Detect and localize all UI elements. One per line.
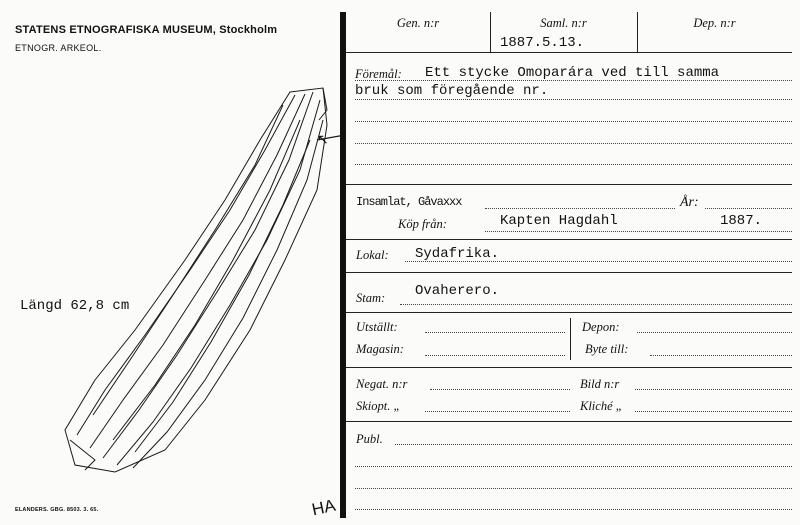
dotted-line (355, 99, 792, 100)
skiopt-label: Skiopt. „ (356, 399, 401, 413)
wooden-stick-drawing (55, 80, 345, 480)
section-divider (346, 184, 792, 185)
dotted-line (635, 389, 792, 390)
section-divider (346, 367, 792, 368)
dotted-line (485, 231, 792, 232)
saml-nr-value: 1887.5.13. (500, 35, 585, 51)
dotted-line (635, 411, 792, 412)
foremal-label: Föremål: (355, 67, 402, 81)
handwritten-initials: HA (310, 495, 338, 520)
kop-fran-value: Kapten Hagdahl (500, 213, 618, 229)
department-label: ETNOGR. ARKEOL. (15, 43, 102, 53)
dotted-line (355, 488, 792, 489)
card-divider (340, 12, 346, 518)
stam-label: Stam: (356, 291, 386, 305)
negat-nr-label: Negat. n:r (356, 377, 408, 391)
kop-fran-year: 1887. (720, 213, 763, 229)
gen-nr-label: Gen. n:r (396, 16, 440, 30)
kliche-label: Kliché „ (580, 399, 623, 413)
magasin-label: Magasin: (356, 342, 404, 356)
section-divider (346, 239, 792, 240)
section-divider (346, 272, 792, 273)
publ-label: Publ. (356, 432, 383, 446)
kop-fran-label: Köp från: (398, 217, 447, 231)
dotted-line (425, 355, 565, 356)
dotted-line (705, 208, 792, 209)
dotted-line (430, 389, 570, 390)
dotted-line (355, 143, 792, 144)
dotted-line (395, 444, 792, 445)
section-divider (346, 312, 792, 313)
dotted-line (650, 355, 792, 356)
col-divider (570, 318, 571, 360)
dotted-line (355, 121, 792, 122)
bild-nr-label: Bild n:r (580, 377, 620, 391)
lokal-label: Lokal: (356, 248, 389, 262)
ar-label: År: (680, 195, 699, 210)
top-row-divider (346, 52, 792, 53)
dotted-line (355, 466, 792, 467)
dotted-line (425, 332, 565, 333)
dotted-line (425, 411, 570, 412)
dotted-line (355, 164, 792, 165)
byte-till-label: Byte till: (585, 342, 629, 356)
foremal-line-1: Ett stycke Omoparára ved till samma (425, 65, 720, 81)
stam-value: Ovaherero. (415, 283, 500, 299)
lokal-value: Sydafrika. (415, 246, 500, 262)
dotted-line (355, 509, 792, 510)
depon-label: Depon: (582, 320, 620, 334)
dotted-line (400, 304, 792, 305)
insamlat-struck-label: Insamlat, Gåvaxxx (356, 195, 462, 209)
museum-name: STATENS ETNOGRAFISKA MUSEUM, Stockholm (15, 24, 278, 36)
length-annotation: Längd 62,8 cm (20, 298, 130, 314)
saml-nr-label: Saml. n:r (540, 16, 587, 30)
section-divider (346, 421, 792, 422)
dep-nr-label: Dep. n:r (693, 16, 736, 30)
utstallt-label: Utställt: (356, 320, 398, 334)
dotted-line (355, 80, 792, 81)
foremal-line-2: bruk som föregående nr. (355, 83, 549, 99)
arrow-mark-icon: ↖ (317, 133, 329, 148)
dotted-line (485, 208, 675, 209)
printer-imprint: ELANDERS. GBG. 8503. 3. 65. (15, 507, 99, 513)
dotted-line (405, 261, 792, 262)
dotted-line (637, 332, 792, 333)
